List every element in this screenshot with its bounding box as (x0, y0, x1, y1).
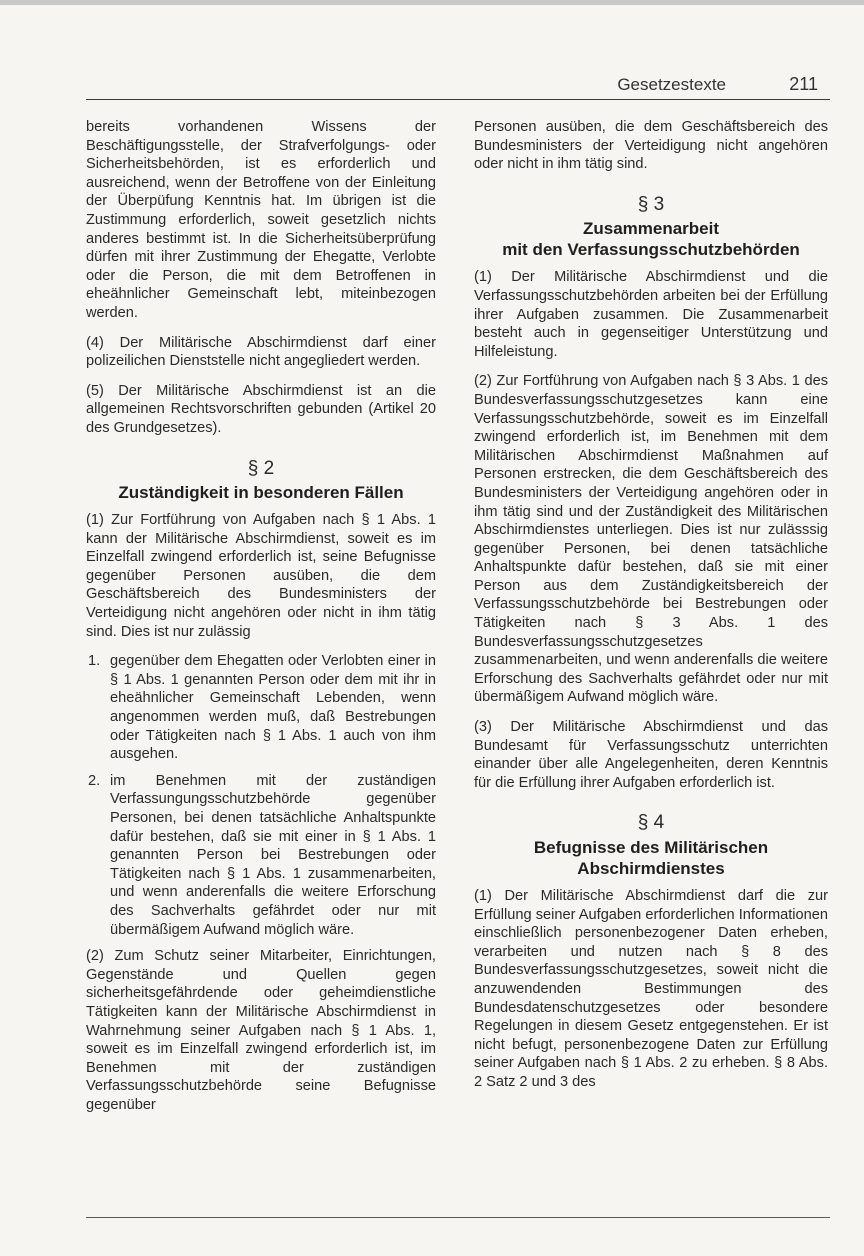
list-item (86, 652, 436, 764)
section-3-title-line-2: mit den Verfassungsschutzbehörden (502, 240, 800, 260)
list-item-text: im Benehmen mit der zuständigen Verfassungungsschutzbehörde gegenüber Personen, bei denen tatsächliche Anhaltspunkte dafür bestehen, daß sie mit einer in § 1 Abs. 1 genannten Person bei Bestrebungen oder Tätigkeiten nach § 1 Abs. 1 zusammenarbeiten, und wenn anderenfalls die weitere Erforschung des Sachverhalts gefährdet oder nur mit übermäßigem Aufwand möglich wäre. (110, 772, 436, 938)
section-4-title-line-2: Abschirmdienstes (577, 859, 725, 878)
section-3-title (474, 218, 828, 260)
section-3-title-line-1: Zusammenarbeit (582, 219, 720, 239)
paragraph-2-2: (2) Zum Schutz seiner Mitarbeiter, Einrichtungen, Gegenstände und Quellen gegen sicherheitsgefährdende oder geheimdienstliche Tätigkeiten kann der Militärische Abschirmdienst in Wahrnehmung seiner Aufgaben nach § 1 Abs. 1, soweit es im Einzelfall zwingend erforderlich ist, im Benehmen mit der zuständigen Verfassungsschutzbehörde seine Befugnisse gegenüber (86, 948, 436, 1113)
paragraph-continued: bereits vorhandenen Wissens der Beschäftigungsstelle, der Strafverfolgungs- oder Sicherheitsbehörden, ist es erforderlich und ausreichend, wenn der Betroffene von der Einleitung der Überpüfung Kenntnis hat. Im übrigen ist die Zustimmung erforderlich, soweit gesetzlich nichts anderes bestimmt ist. In die Sicherheitsüberprüfung dürfen mit ihrer Zustimmung der Ehegatte, Verlobte oder die Person, die mit dem Betroffenen in eheähnlicher Gemeinschaft lebt, miteinbezogen werden. (86, 119, 436, 321)
section-4-title-line-1: Befugnisse des Militärischen (533, 838, 769, 857)
section-4-title (474, 837, 828, 879)
section-2-number: § 2 (247, 457, 275, 479)
paragraph-3-2: (2) Zur Fortführung von Aufgaben nach § 3 Abs. 1 des Bundesverfassungsschutzgesetzes kann eine Verfassungsschutzbehörde, soweit es im Einzelfall zwingend erforderlich ist, im Benehmen mit dem Militärischen Abschirmdienst Maßnahmen auf Personen erstrecken, die dem Geschäftsbereich des Bundesministers der Verteidigung angehören oder in ihm tätig sind und der Zuständigkeit des Militärischen Abschirmdienstes unterliegen. Dies ist nur zulässsig gegenüber Personen, bei denen tatsächliche Anhaltspunkte dafür bestehen, daß sie mit einer Person aus dem Zuständigkeitsbereich der Verfassungsschutzbehörde bei Bestrebungen oder Tätigkeiten nach § 3 Abs. 1 des Bundesverfassungsschutzgesetzes zusammenarbeiten, und wenn anderenfalls die weitere Erforschung des Sachverhalts gefährdet oder nur mit übermäßigem Aufwand möglich wäre. (474, 373, 828, 706)
paragraph-1-4: (4) Der Militärische Abschirmdienst darf einer polizeilichen Dienststelle nicht angegliedert werden. (86, 334, 436, 370)
list-item-number: 2. (88, 772, 101, 789)
running-title: Gesetzestexte (617, 75, 726, 94)
paragraph-continued-right: Personen ausüben, die dem Geschäftsbereich des Bundesministers der Verteidigung nicht angehören oder nicht in ihm tätig sind. (474, 119, 828, 173)
enumerated-list (86, 652, 436, 939)
top-scan-edge (0, 0, 864, 5)
section-3-number: § 3 (637, 193, 665, 215)
section-2-title: Zuständigkeit in besonderen Fällen (118, 483, 404, 503)
page-header (86, 73, 830, 100)
page-number: 211 (789, 74, 818, 94)
footer-rule (86, 1217, 830, 1218)
paragraph-1-5: (5) Der Militärische Abschirmdienst ist an die allgemeinen Rechtsvorschriften gebunden (Artikel 20 des Grundgesetzes). (86, 382, 436, 436)
right-column (474, 118, 828, 1103)
paragraph-3-3: (3) Der Militärische Abschirmdienst und das Bundesamt für Verfassungsschutz unterrichten einander über alle Angelegenheiten, deren Kenntnis für die Erfüllung ihrer Aufgaben erforderlich ist. (474, 719, 828, 791)
section-4-number: § 4 (637, 812, 665, 834)
paragraph-4-1: (1) Der Militärische Abschirmdienst darf die zur Erfüllung seiner Aufgaben erforderlichen Informationen einschließlich personenbezogener Daten erheben, verarbeiten und nutzen nach § 8 des Bundesverfassungsschutzgesetzes, soweit nicht die anzuwendenden Bestimmungen des Bundesdatenschutzgesetzes oder besondere Regelungen in diesem Gesetz entgegenstehen. Er ist nicht befugt, personenbezogene Daten zur Erfüllung seiner Aufgaben nach § 1 Abs. 2 zu erheben. § 8 Abs. 2 Satz 2 und 3 des (474, 888, 828, 1090)
paragraph-3-1: (1) Der Militärische Abschirmdienst und die Verfassungsschutzbehörden arbeiten bei der Erfüllung ihrer Aufgaben zusammen. Die Zusammenarbeit besteht auch in gegenseitiger Unterstützung und Hilfeleistung. (474, 269, 828, 360)
left-column (86, 118, 436, 1126)
list-item-number: 1. (88, 653, 101, 670)
list-item (86, 772, 436, 939)
paragraph-2-1: (1) Zur Fortführung von Aufgaben nach § 1 Abs. 1 kann der Militärische Abschirmdienst, soweit es im Einzelfall zwingend erforderlich ist, seine Befugnisse gegenüber Personen ausüben, die dem Geschäftsbereich des Bundesministers der Verteidigung nicht angehören oder nicht in ihm tätig sind. Dies ist nur zulässig (86, 512, 436, 640)
list-item-text: gegenüber dem Ehegatten oder Verlobten einer in § 1 Abs. 1 genannten Person oder dem mit ihr in eheähnlicher Gemeinschaft Lebenden, wenn angenommen werden muß, daß Bestrebungen oder Tätigkeiten nach § 1 Abs. 1 auch von ihm ausgehen. (110, 653, 436, 763)
